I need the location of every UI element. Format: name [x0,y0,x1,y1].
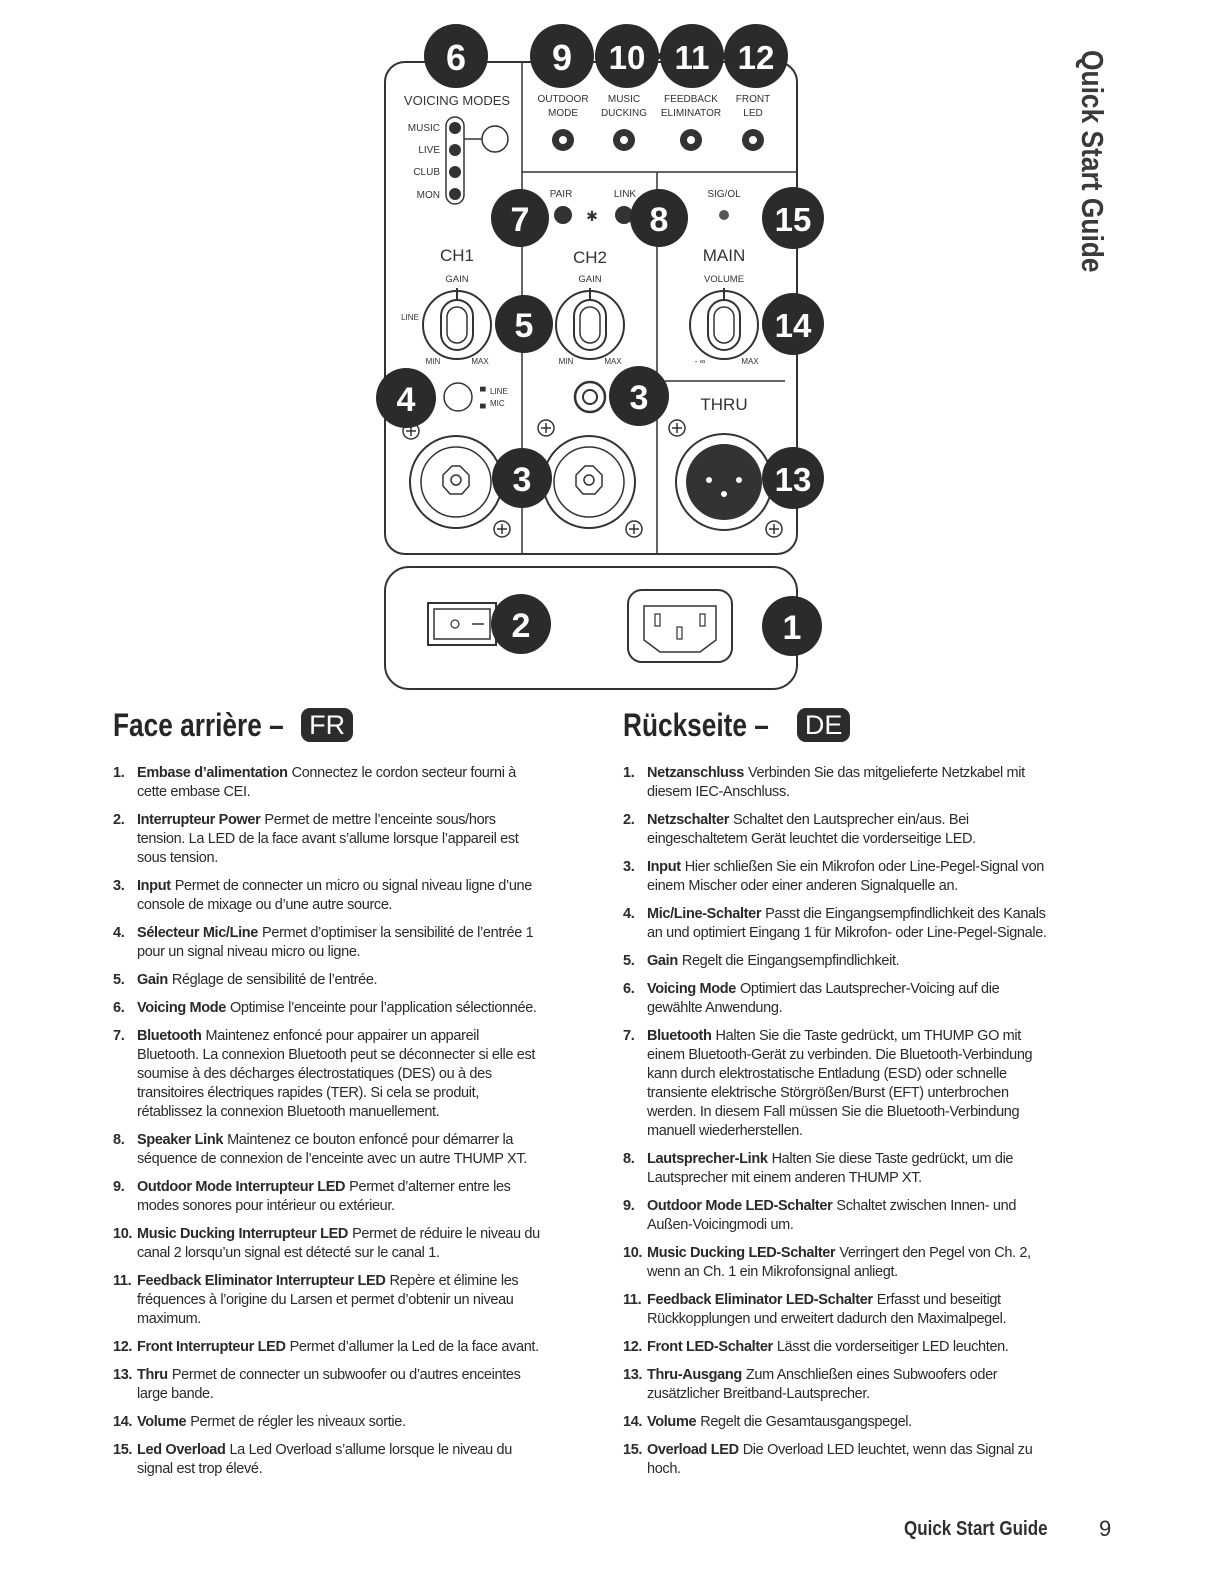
item-description: Lässt die vorderseitiger LED leuchten. [776,1339,1009,1355]
item-term: Netzanschluss [647,765,744,781]
list-item [113,1338,543,1357]
svg-text:3: 3 [512,461,532,499]
svg-text:11: 11 [674,39,710,76]
callout-3-jack [609,366,669,426]
item-number: 5. [623,953,635,969]
list-item [623,858,1053,896]
item-number: 11. [113,1273,132,1289]
item-description: Regelt die Eingangsempfindlichkeit. [681,953,900,969]
german-section [623,700,1053,1488]
item-description: Halten Sie diese Taste gedrückt, um die Lautsprecher mit einem anderen THUMP XT. [647,1151,1014,1186]
item-number: 3. [113,878,125,894]
thru-xlr-output[interactable] [676,434,772,530]
german-heading [623,700,1053,750]
voicing-led-club [449,166,461,178]
svg-text:FEEDBACK: FEEDBACK [664,94,718,105]
item-number: 2. [113,812,125,828]
svg-text:MUSIC: MUSIC [607,94,641,105]
list-item [623,1413,1053,1432]
callout-1 [762,596,822,656]
voicing-mode-live: LIVE [418,145,440,156]
list-item [113,924,543,962]
callout-9 [530,24,594,88]
main-min-label: - ∞ [694,357,706,366]
power-switch[interactable] [428,603,496,645]
item-term: Outdoor Mode LED-Schalter [647,1198,833,1214]
svg-text:8: 8 [649,201,669,239]
item-number: 7. [113,1028,125,1044]
item-description: Repère et élimine les fréquences à l’origine du Larsen et permet d’obtenir un niveau maximum. [137,1273,519,1327]
item-description: Verbinden Sie das mitgelieferte Netzkabel mit diesem IEC-Anschluss. [647,765,1025,800]
switch-down-icon: ▄ [480,399,486,408]
item-number: 13. [623,1367,643,1383]
item-number: 6. [113,1000,125,1016]
list-item [623,1027,1053,1141]
item-description: Maintenez ce bouton enfoncé pour démarrer la séquence de connexion de l’enceinte avec un autre THUMP XT. [137,1132,527,1167]
item-term: Feedback Eliminator LED-Schalter [647,1292,873,1308]
mic-line-switch[interactable] [444,383,472,411]
svg-text:DUCKING: DUCKING [600,108,648,119]
callout-5 [495,295,553,353]
item-description: Connectez le cordon secteur fourni à cette embase CEI. [137,765,516,800]
voicing-mode-music: MUSIC [407,123,440,134]
item-description: Schaltet zwischen Innen- und Außen-Voicingmodi um. [647,1198,1017,1233]
callout-3-combo [492,448,552,508]
svg-text:3: 3 [629,379,649,417]
item-description: Permet de connecter un subwoofer ou d’autres enceintes large bande. [137,1367,521,1402]
item-number: 3. [623,859,635,875]
list-item [113,1272,543,1329]
list-item [113,999,543,1018]
item-term: Bluetooth [137,1028,202,1044]
list-item [113,1441,543,1479]
item-term: Thru-Ausgang [647,1367,742,1383]
item-number: 13. [113,1367,133,1383]
list-item [113,971,543,990]
voicing-mode-mon: MON [416,190,440,201]
item-number: 15. [623,1442,643,1458]
item-description: Permet de mettre l’enceinte sous/hors tension. La LED de la face avant s’allume lorsque l’appareil est sous tension. [137,812,519,866]
list-item [623,1197,1053,1235]
list-item [623,1291,1053,1329]
item-description: Permet d’optimiser la sensibilité de l’entrée 1 pour un signal niveau micro ou ligne. [137,925,534,960]
ch2-min-label: MIN [558,357,574,366]
main-max-label: MAX [741,357,759,366]
voicing-led-music [449,122,461,134]
item-number: 10. [623,1245,643,1261]
list-item [623,1244,1053,1282]
item-term: Netzschalter [647,812,730,828]
svg-text:ELIMINATOR: ELIMINATOR [660,108,722,119]
lang-badge-fr: FR [301,708,353,742]
svg-text:OUTDOOR: OUTDOOR [537,94,589,105]
callout-8 [630,189,688,247]
item-term: Music Ducking LED-Schalter [647,1245,836,1261]
main-title: MAIN [702,246,746,265]
list-item [623,1441,1053,1479]
svg-text:7: 7 [510,201,530,239]
item-term: Voicing Mode [647,981,736,997]
sig-ol-led [719,210,729,220]
svg-text:LED: LED [743,108,763,119]
svg-text:5: 5 [514,307,534,345]
page-number: 9 [1099,1516,1112,1541]
item-term: Outdoor Mode Interrupteur LED [137,1179,346,1195]
ch1-min-label: MIN [425,357,441,366]
list-item [623,1338,1053,1357]
item-description: Maintenez enfoncé pour appairer un appareil Bluetooth. La connexion Bluetooth peut se déconnecter si elle est soumise à des décharges électrostatiques (DES) ou à des transitoires électriques rapides (TER). Si cela se produit, rétablissez la connexion Bluetooth manuellement. [137,1028,536,1120]
ch1-title: CH1 [439,246,475,265]
item-term: Thru [137,1367,168,1383]
lang-badge-de: DE [797,708,851,742]
item-term: Front Interrupteur LED [137,1339,286,1355]
item-number: 5. [113,972,125,988]
item-number: 4. [623,906,635,922]
voicing-led-live [449,144,461,156]
list-item [113,1366,543,1404]
sig-ol-label: SIG/OL [707,189,741,200]
item-description: Schaltet den Lautsprecher ein/aus. Bei eingeschaltetem Gerät leuchtet die vorderseitige LED. [647,812,976,847]
music-ducking-switch[interactable] [601,94,647,151]
list-item [113,1178,543,1216]
pair-button[interactable] [554,206,572,224]
list-item [113,1225,543,1263]
callout-7 [491,189,549,247]
svg-text:13: 13 [774,461,812,498]
list-item [113,1027,543,1122]
item-term: Bluetooth [647,1028,712,1044]
ch1-max-label: MAX [471,357,489,366]
item-description: Halten Sie die Taste gedrückt, um THUMP GO mit einem Bluetooth-Gerät zu verbinden. Die Bluetooth-Verbindung kann durch elektrostatische Entladung (ESD) oder schnelle transiente elektrische Störgrößen/Burst (EFT) unterbrochen werden. In diesem Fall müssen Sie die Bluetooth-Verbindung manuell wiederherstellen. [647,1028,1033,1139]
callout-2 [491,594,551,654]
item-number: 1. [113,765,125,781]
item-description: Zum Anschließen eines Subwoofers oder zusätzlicher Breitband-Lautsprecher. [647,1367,998,1402]
item-number: 4. [113,925,125,941]
item-number: 12. [623,1339,643,1355]
svg-text:2: 2 [511,607,531,645]
french-section [113,700,543,1488]
item-description: Regelt die Gesamtausgangspegel. [700,1414,912,1430]
item-description: Permet de connecter un micro ou signal niveau ligne d’une console de mixage ou d’une autre source. [137,878,532,913]
french-title: Face arrière – [113,706,284,743]
item-term: Gain [137,972,168,988]
item-number: 9. [113,1179,125,1195]
list-item [113,1413,543,1432]
callout-15 [762,187,824,249]
list-item [623,905,1053,943]
pair-label: PAIR [549,189,573,200]
french-heading [113,700,543,750]
item-description: La Led Overload s’allume lorsque le niveau du signal est trop élevé. [137,1442,512,1477]
callout-14 [762,293,824,355]
switch-line-label: LINE [490,387,508,396]
item-description: Die Overload LED leuchtet, wenn das Signal zu hoch. [647,1442,1033,1477]
svg-text:12: 12 [737,39,775,76]
item-term: Front LED-Schalter [647,1339,773,1355]
svg-text:15: 15 [774,201,812,238]
item-term: Interrupteur Power [137,812,261,828]
list-item [113,811,543,868]
voicing-mode-button[interactable] [482,126,508,152]
item-description: Optimise l’enceinte pour l’application sélectionnée. [229,1000,537,1016]
side-tab-label: Quick Start Guide [1075,50,1110,273]
item-number: 9. [623,1198,635,1214]
rear-panel-diagram [0,0,1224,700]
main-volume-label: VOLUME [703,274,745,285]
svg-text:9: 9 [551,37,573,78]
item-number: 10. [113,1226,133,1242]
item-description: Permet de réduire le niveau du canal 2 lorsqu’un signal est détecté sur le canal 1. [137,1226,540,1261]
ch1-gain-knob[interactable] [423,288,491,359]
item-description: Optimiert das Lautsprecher-Voicing auf die gewählte Anwendung. [647,981,1000,1016]
ch2-gain-knob[interactable] [556,288,624,359]
ch1-line-mark: LINE [401,313,419,322]
ch1-combo-input[interactable] [410,436,502,528]
list-item [623,980,1053,1018]
svg-text:6: 6 [445,37,467,78]
voicing-mode-club: CLUB [413,167,440,178]
list-item [623,1366,1053,1404]
svg-text:FRONT: FRONT [735,94,771,105]
svg-text:14: 14 [774,307,812,344]
item-description: Hier schließen Sie ein Mikrofon oder Line-Pegel-Signal von einem Mischer oder einer anderen Signalquelle an. [647,859,1045,894]
callout-13 [762,447,824,509]
item-number: 8. [623,1151,635,1167]
list-item [623,811,1053,849]
thru-label: THRU [700,395,748,414]
item-term: Gain [647,953,678,969]
item-number: 8. [113,1132,125,1148]
ch1-gain-label: GAIN [445,274,469,285]
item-term: Overload LED [647,1442,739,1458]
list-item [113,764,543,802]
item-description: Erfasst und beseitigt Rückkopplungen und erweitert dadurch den Maximalpegel. [647,1292,1007,1327]
bluetooth-icon: ✱ [586,208,598,224]
item-description: Permet de régler les niveaux sortie. [190,1414,406,1430]
ch2-max-label: MAX [604,357,622,366]
item-term: Speaker Link [137,1132,224,1148]
switch-up-icon: ▀ [480,387,486,396]
item-number: 2. [623,812,635,828]
front-led-switch[interactable] [736,94,770,151]
item-number: 15. [113,1442,133,1458]
voicing-led-mon [449,188,461,200]
item-term: Mic/Line-Schalter [647,906,762,922]
item-term: Music Ducking Interrupteur LED [137,1226,349,1242]
callout-6 [424,24,488,88]
link-label: LINK [613,189,637,200]
item-term: Volume [647,1414,697,1430]
german-title: Rückseite – [623,706,769,743]
item-term: Sélecteur Mic/Line [137,925,259,941]
item-term: Volume [137,1414,187,1430]
item-term: Led Overload [137,1442,226,1458]
french-item-list [113,764,543,1479]
ch2-title: CH2 [572,248,608,267]
callout-11 [660,24,724,88]
item-number: 6. [623,981,635,997]
switch-mic-label: MIC [490,399,505,408]
svg-text:1: 1 [782,609,802,647]
list-item [623,952,1053,971]
item-term: Feedback Eliminator Interrupteur LED [137,1273,386,1289]
item-description: Passt die Eingangsempfindlichkeit des Kanals an und optimiert Eingang 1 für Mikrofon- oder Line-Pegel-Signale. [647,906,1047,941]
item-number: 7. [623,1028,635,1044]
list-item [113,877,543,915]
item-term: Lautsprecher-Link [647,1151,768,1167]
ch2-gain-label: GAIN [578,274,602,285]
list-item [623,764,1053,802]
callout-4 [376,368,436,428]
footer-title: Quick Start Guide [904,1518,1048,1540]
feedback-eliminator-switch[interactable] [661,94,721,151]
item-number: 14. [623,1414,643,1430]
item-number: 12. [113,1339,133,1355]
item-term: Input [137,878,171,894]
outdoor-mode-switch[interactable] [537,94,588,151]
svg-text:MODE: MODE [548,108,578,119]
item-term: Voicing Mode [137,1000,226,1016]
svg-text:4: 4 [396,381,416,419]
callout-10 [595,24,659,88]
list-item [623,1150,1053,1188]
item-term: Embase d’alimentation [137,765,288,781]
main-volume-knob[interactable] [690,288,758,359]
item-term: Input [647,859,681,875]
list-item [113,1131,543,1169]
callout-12 [724,24,788,88]
item-number: 1. [623,765,635,781]
iec-power-inlet[interactable] [628,590,732,662]
item-number: 14. [113,1414,133,1430]
item-description: Verringert den Pegel von Ch. 2, wenn an Ch. 1 ein Mikrofonsignal anliegt. [647,1245,1031,1280]
item-description: Permet d’allumer la Led de la face avant. [289,1339,539,1355]
item-description: Réglage de sensibilité de l’entrée. [171,972,378,988]
german-item-list [623,764,1053,1479]
voicing-modes-title: VOICING MODES [403,93,511,108]
item-description: Permet d’alterner entre les modes sonores pour intérieur ou extérieur. [137,1179,511,1214]
ch2-combo-input[interactable] [543,436,635,528]
svg-text:10: 10 [608,39,646,76]
item-number: 11. [623,1292,642,1308]
